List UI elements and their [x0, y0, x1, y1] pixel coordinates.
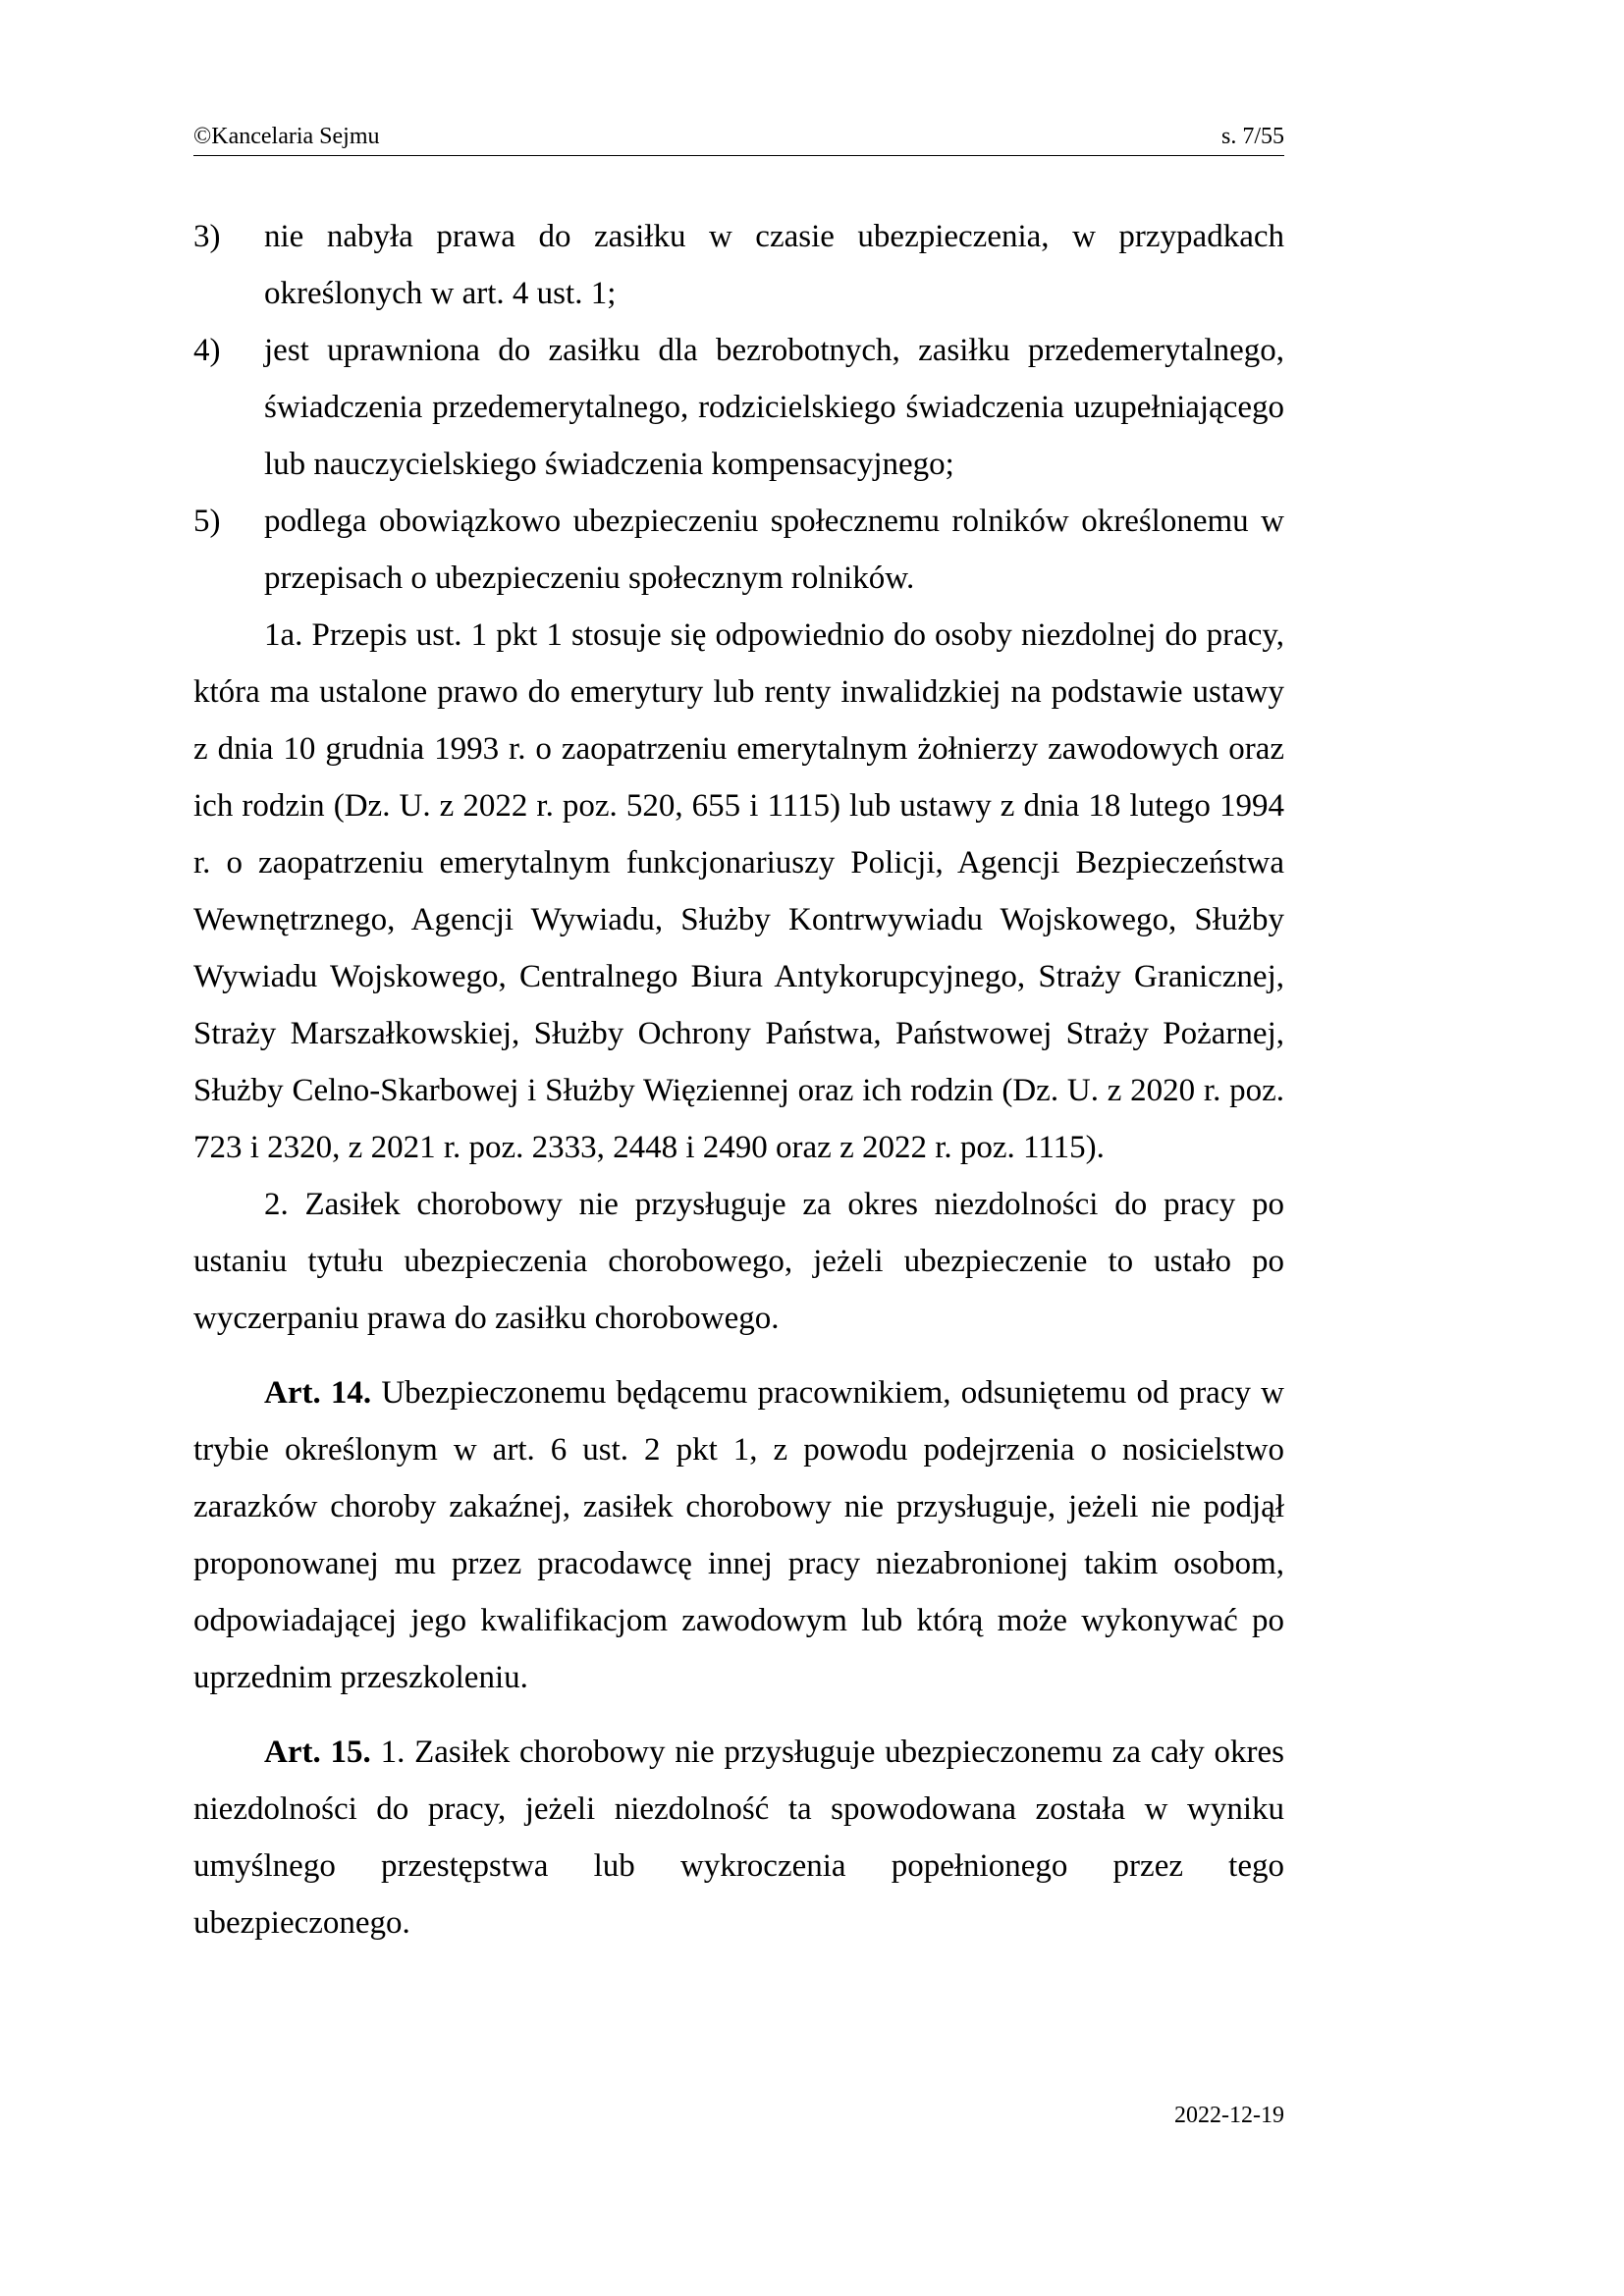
article-15 [193, 1724, 1284, 1951]
article-label: Art. 14. [264, 1375, 382, 1411]
article-label: Art. 15. [264, 1735, 381, 1770]
list-item-number: 5) [193, 504, 221, 539]
list-item-number: 3) [193, 219, 221, 254]
page-number: s. 7/55 [1220, 124, 1284, 149]
list-item-number: 4) [193, 333, 221, 368]
article-text: 1. Zasiłek chorobowy nie przysługuje ubezpieczonemu za cały okres niezdolności do pracy, jeżeli niezdolność ta spowodowana została w wyniku umyślnego przestępstwa lub wykroczenia popełnionego przez tego ubezpieczonego. [193, 1735, 1284, 1941]
publisher-label: ©Kancelaria Sejmu [193, 124, 380, 149]
article-14 [193, 1364, 1284, 1706]
paragraph-2: 2. Zasiłek chorobowy nie przysługuje za okres niezdolności do pracy po ustaniu tytułu ubezpieczenia chorobowego, jeżeli ubezpieczenie to ustało po wyczerpaniu prawa do zasiłku chorobowego. [193, 1187, 1284, 1336]
document-date: 2022-12-19 [1174, 2103, 1284, 2128]
list-item [193, 208, 1284, 322]
list-item-text: jest uprawniona do zasiłku dla bezrobotnych, zasiłku przedemerytalnego, świadczenia przedemerytalnego, rodzicielskiego świadczenia uzupełniającego lub nauczycielskiego świadczenia kompensacyjnego; [264, 333, 1284, 482]
paragraph-1a: 1a. Przepis ust. 1 pkt 1 stosuje się odpowiednio do osoby niezdolnej do pracy, która ma ustalone prawo do emerytury lub renty inwalidzkiej na podstawie ustawy z dnia 10 grudnia 1993 r. o zaopatrzeniu emerytalnym żołnierzy zawodowych oraz ich rodzin (Dz. U. z 2022 r. poz. 520, 655 i 1115) lub ustawy z dnia 18 lutego 1994 r. o zaopatrzeniu emerytalnym funkcjonariuszy Policji, Agencji Bezpieczeństwa Wewnętrznego, Agencji Wywiadu, Służby Kontrwywiadu Wojskowego, Służby Wywiadu Wojskowego, Centralnego Biura Antykorupcyjnego, Straży Granicznej, Straży Marszałkowskiej, Służby Ochrony Państwa, Państwowej Straży Pożarnej, Służby Celno-Skarbowej i Służby Więziennej oraz ich rodzin (Dz. U. z 2020 r. poz. 723 i 2320, z 2021 r. poz. 2333, 2448 i 2490 oraz z 2022 r. poz. 1115). [193, 617, 1284, 1165]
article-text: Ubezpieczonemu będącemu pracownikiem, odsuniętemu od pracy w trybie określonym w art. 6 ust. 2 pkt 1, z powodu podejrzenia o nosicielstwo zarazków choroby zakaźnej, zasiłek chorobowy nie przysługuje, jeżeli nie podjął proponowanej mu przez pracodawcę innej pracy niezabronionej takim osobom, odpowiadającej jego kwalifikacjom zawodowym lub którą może wykonywać po uprzednim przeszkoleniu. [193, 1375, 1284, 1695]
list-item [193, 493, 1284, 607]
list-item [193, 322, 1284, 493]
page-header [193, 122, 1284, 156]
list-item-text: nie nabyła prawa do zasiłku w czasie ubezpieczenia, w przypadkach określonych w art. 4 ust. 1; [264, 219, 1284, 311]
document-body [193, 208, 1284, 1951]
list-item-text: podlega obowiązkowo ubezpieczeniu społecznemu rolników określonemu w przepisach o ubezpieczeniu społecznym rolników. [264, 504, 1284, 596]
